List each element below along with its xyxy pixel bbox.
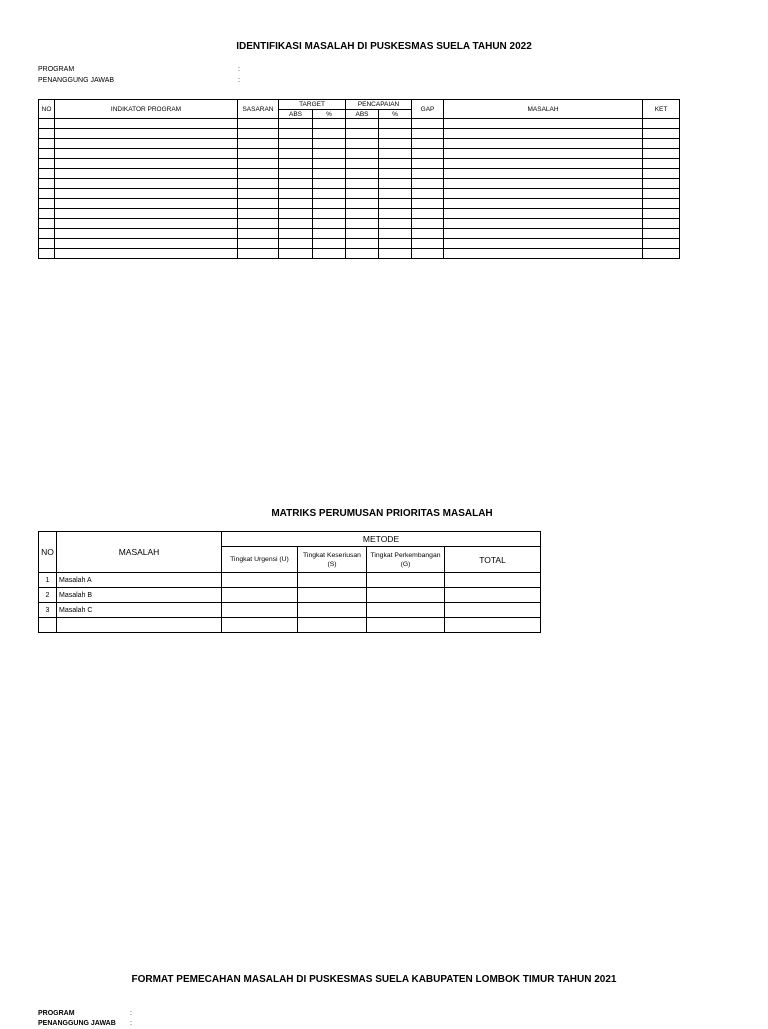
row-pencapaian-abs <box>346 199 379 209</box>
row-pencapaian-percent <box>379 139 412 149</box>
row-gap <box>412 249 444 259</box>
row-no <box>39 179 55 189</box>
row-indikator <box>55 199 238 209</box>
format-pemecahan-title: FORMAT PEMECAHAN MASALAH DI PUSKESMAS SUELA KABUPATEN LOMBOK TIMUR TAHUN 2021 <box>131 974 617 985</box>
row-ket <box>643 129 680 139</box>
row-keseriusan <box>298 588 367 603</box>
row-masalah <box>57 618 222 633</box>
section3-meta <box>38 1008 132 1029</box>
header-ket: KET <box>643 100 680 119</box>
identifikasi-title: IDENTIFIKASI MASALAH DI PUSKESMAS SUELA TAHUN 2022 <box>236 41 532 52</box>
row-masalah <box>444 239 643 249</box>
table-row <box>39 249 680 259</box>
row-indikator <box>55 149 238 159</box>
row-masalah <box>444 249 643 259</box>
row-no <box>39 209 55 219</box>
row-ket <box>643 159 680 169</box>
row-masalah <box>444 219 643 229</box>
matriks-header-metode: METODE <box>222 532 541 547</box>
row-pencapaian-percent <box>379 249 412 259</box>
program-colon: : <box>238 66 240 73</box>
row-no <box>39 149 55 159</box>
row-gap <box>412 219 444 229</box>
program-label-2: PROGRAM <box>38 1010 75 1017</box>
row-pencapaian-abs <box>346 179 379 189</box>
table-row <box>39 139 680 149</box>
row-target-abs <box>279 129 313 139</box>
row-pencapaian-abs <box>346 209 379 219</box>
row-masalah <box>444 149 643 159</box>
row-masalah <box>444 169 643 179</box>
row-target-percent <box>313 209 346 219</box>
row-indikator <box>55 219 238 229</box>
table-row <box>39 169 680 179</box>
header-masalah: MASALAH <box>444 100 643 119</box>
row-ket <box>643 229 680 239</box>
row-target-abs <box>279 149 313 159</box>
row-pencapaian-abs <box>346 229 379 239</box>
row-target-abs <box>279 209 313 219</box>
row-keseriusan <box>298 618 367 633</box>
row-total <box>445 573 541 588</box>
row-no <box>39 618 57 633</box>
row-pencapaian-abs <box>346 219 379 229</box>
row-masalah <box>444 189 643 199</box>
row-indikator <box>55 179 238 189</box>
row-indikator <box>55 129 238 139</box>
row-no <box>39 199 55 209</box>
row-urgensi <box>222 618 298 633</box>
row-masalah <box>444 209 643 219</box>
row-gap <box>412 149 444 159</box>
row-pencapaian-percent <box>379 209 412 219</box>
row-target-abs <box>279 229 313 239</box>
row-pencapaian-percent <box>379 239 412 249</box>
row-no <box>39 249 55 259</box>
row-sasaran <box>238 229 279 239</box>
section1-meta <box>38 64 240 86</box>
table-row <box>39 149 680 159</box>
row-perkembangan <box>367 618 445 633</box>
row-pencapaian-abs <box>346 239 379 249</box>
row-target-percent <box>313 129 346 139</box>
row-gap <box>412 169 444 179</box>
row-indikator <box>55 169 238 179</box>
row-no <box>39 119 55 129</box>
penanggung-jawab-colon-2: : <box>130 1020 132 1027</box>
row-target-abs <box>279 169 313 179</box>
row-target-percent <box>313 119 346 129</box>
header-gap: GAP <box>412 100 444 119</box>
row-urgensi <box>222 588 298 603</box>
matriks-header-perkembangan: Tingkat Perkembangan (G) <box>367 547 445 573</box>
row-target-percent <box>313 139 346 149</box>
row-sasaran <box>238 139 279 149</box>
row-masalah: Masalah C <box>57 603 222 618</box>
header-target: TARGET <box>279 100 346 110</box>
table-row <box>39 179 680 189</box>
matriks-title: MATRIKS PERUMUSAN PRIORITAS MASALAH <box>271 508 493 519</box>
row-target-percent <box>313 169 346 179</box>
penanggung-jawab-label: PENANGGUNG JAWAB <box>38 77 115 84</box>
row-ket <box>643 119 680 129</box>
row-sasaran <box>238 209 279 219</box>
row-indikator <box>55 249 238 259</box>
row-pencapaian-percent <box>379 169 412 179</box>
row-urgensi <box>222 573 298 588</box>
row-ket <box>643 189 680 199</box>
row-indikator <box>55 239 238 249</box>
row-gap <box>412 159 444 169</box>
row-sasaran <box>238 159 279 169</box>
row-gap <box>412 209 444 219</box>
row-sasaran <box>238 189 279 199</box>
row-target-abs <box>279 199 313 209</box>
row-sasaran <box>238 239 279 249</box>
table-row <box>39 618 541 633</box>
row-target-percent <box>313 149 346 159</box>
row-gap <box>412 139 444 149</box>
row-sasaran <box>238 169 279 179</box>
row-indikator <box>55 209 238 219</box>
row-pencapaian-abs <box>346 149 379 159</box>
row-perkembangan <box>367 573 445 588</box>
row-masalah <box>444 179 643 189</box>
matriks-header-no: NO <box>39 532 57 573</box>
row-keseriusan <box>298 573 367 588</box>
row-pencapaian-abs <box>346 119 379 129</box>
row-pencapaian-percent <box>379 189 412 199</box>
row-no: 1 <box>39 573 57 588</box>
table-row <box>39 229 680 239</box>
row-no: 2 <box>39 588 57 603</box>
row-gap <box>412 119 444 129</box>
row-pencapaian-abs <box>346 169 379 179</box>
row-indikator <box>55 119 238 129</box>
row-target-abs <box>279 239 313 249</box>
row-pencapaian-abs <box>346 129 379 139</box>
row-pencapaian-percent <box>379 229 412 239</box>
row-pencapaian-percent <box>379 149 412 159</box>
row-no <box>39 219 55 229</box>
row-sasaran <box>238 219 279 229</box>
row-masalah: Masalah A <box>57 573 222 588</box>
row-target-percent <box>313 239 346 249</box>
row-no <box>39 139 55 149</box>
table-row <box>39 129 680 139</box>
row-gap <box>412 179 444 189</box>
row-ket <box>643 199 680 209</box>
row-no <box>39 159 55 169</box>
header-target-percent: % <box>313 110 346 119</box>
row-gap <box>412 199 444 209</box>
row-masalah <box>444 159 643 169</box>
row-indikator <box>55 189 238 199</box>
row-sasaran <box>238 149 279 159</box>
row-target-percent <box>313 179 346 189</box>
row-target-abs <box>279 159 313 169</box>
program-label: PROGRAM <box>38 66 75 73</box>
row-sasaran <box>238 119 279 129</box>
table-row <box>39 239 680 249</box>
row-total <box>445 618 541 633</box>
program-colon-2: : <box>130 1010 132 1017</box>
row-ket <box>643 209 680 219</box>
matriks-header-masalah: MASALAH <box>57 532 222 573</box>
row-pencapaian-percent <box>379 199 412 209</box>
row-ket <box>643 139 680 149</box>
table-row <box>39 209 680 219</box>
row-pencapaian-percent <box>379 119 412 129</box>
table-row <box>39 119 680 129</box>
row-perkembangan <box>367 588 445 603</box>
penanggung-jawab-colon: : <box>238 77 240 84</box>
row-ket <box>643 239 680 249</box>
penanggung-jawab-label-2: PENANGGUNG JAWAB <box>38 1020 116 1027</box>
row-pencapaian-abs <box>346 159 379 169</box>
row-masalah <box>444 199 643 209</box>
row-target-abs <box>279 139 313 149</box>
row-pencapaian-abs <box>346 249 379 259</box>
row-gap <box>412 229 444 239</box>
row-pencapaian-abs <box>346 189 379 199</box>
row-gap <box>412 239 444 249</box>
matriks-header-keseriusan: Tingkat Keseriusan (S) <box>298 547 367 573</box>
row-masalah <box>444 129 643 139</box>
row-perkembangan <box>367 603 445 618</box>
row-no <box>39 229 55 239</box>
header-pencapaian-percent: % <box>379 110 412 119</box>
row-target-abs <box>279 179 313 189</box>
row-indikator <box>55 139 238 149</box>
row-urgensi <box>222 603 298 618</box>
row-total <box>445 588 541 603</box>
matriks-header-urgensi: Tingkat Urgensi (U) <box>222 547 298 573</box>
row-sasaran <box>238 129 279 139</box>
row-indikator <box>55 229 238 239</box>
row-gap <box>412 129 444 139</box>
row-no <box>39 239 55 249</box>
row-ket <box>643 169 680 179</box>
row-pencapaian-percent <box>379 129 412 139</box>
row-pencapaian-percent <box>379 219 412 229</box>
row-pencapaian-abs <box>346 139 379 149</box>
row-pencapaian-percent <box>379 179 412 189</box>
row-target-percent <box>313 219 346 229</box>
row-ket <box>643 249 680 259</box>
row-target-percent <box>313 159 346 169</box>
header-sasaran: SASARAN <box>238 100 279 119</box>
row-no <box>39 169 55 179</box>
row-target-percent <box>313 229 346 239</box>
identifikasi-table-body <box>39 119 680 259</box>
row-indikator <box>55 159 238 169</box>
row-ket <box>643 149 680 159</box>
row-masalah <box>444 119 643 129</box>
row-ket <box>643 179 680 189</box>
header-no: NO <box>39 100 55 119</box>
row-target-abs <box>279 249 313 259</box>
row-keseriusan <box>298 603 367 618</box>
row-masalah <box>444 139 643 149</box>
header-pencapaian: PENCAPAIAN <box>346 100 412 110</box>
table-row <box>39 573 541 588</box>
row-no <box>39 129 55 139</box>
header-pencapaian-abs: ABS <box>346 110 379 119</box>
table-row <box>39 588 541 603</box>
row-target-abs <box>279 189 313 199</box>
matriks-table <box>38 531 541 633</box>
row-no <box>39 189 55 199</box>
row-total <box>445 603 541 618</box>
row-target-percent <box>313 199 346 209</box>
row-gap <box>412 189 444 199</box>
row-pencapaian-percent <box>379 159 412 169</box>
header-target-abs: ABS <box>279 110 313 119</box>
row-no: 3 <box>39 603 57 618</box>
row-target-percent <box>313 189 346 199</box>
row-target-abs <box>279 119 313 129</box>
table-row <box>39 159 680 169</box>
table-row <box>39 219 680 229</box>
row-sasaran <box>238 249 279 259</box>
row-ket <box>643 219 680 229</box>
row-masalah: Masalah B <box>57 588 222 603</box>
table-row <box>39 199 680 209</box>
matriks-header-total: TOTAL <box>445 547 541 573</box>
identifikasi-table <box>38 99 680 259</box>
table-row <box>39 603 541 618</box>
row-target-percent <box>313 249 346 259</box>
row-masalah <box>444 229 643 239</box>
header-indikator-program: INDIKATOR PROGRAM <box>55 100 238 119</box>
table-row <box>39 189 680 199</box>
row-sasaran <box>238 179 279 189</box>
row-target-abs <box>279 219 313 229</box>
row-sasaran <box>238 199 279 209</box>
